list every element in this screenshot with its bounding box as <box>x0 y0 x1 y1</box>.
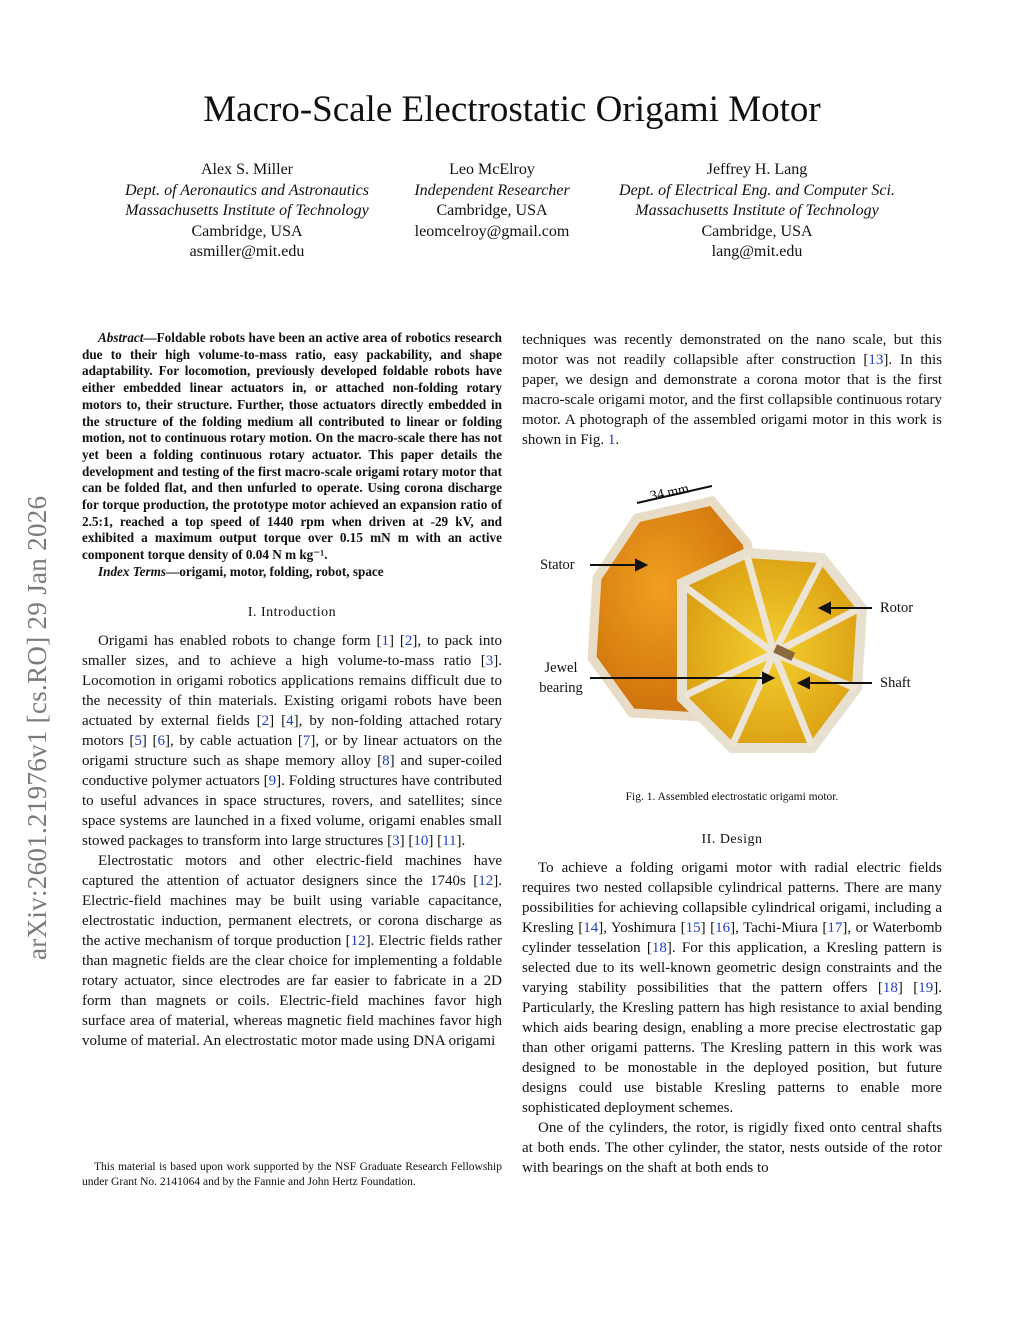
author-email: asmiller@mit.edu <box>189 243 305 260</box>
figure-link[interactable]: 1 <box>607 432 616 448</box>
label-jewel-bearing: Jewel bearing <box>539 660 583 696</box>
author-affiliation: Dept. of Electrical Eng. and Computer Sci. <box>619 181 895 199</box>
paragraph: techniques was recently demonstrated on the nano scale, but this motor was not readily collapsible after construction [13]. In this paper, we design and demonstrate a corona motor that is the first macro-scale origami motor, and the first collapsible continuous rotary motor. A photograph of the assembled origami motor in this work is shown in Fig. 1. <box>522 332 943 448</box>
author-1 <box>92 160 402 263</box>
author-3 <box>597 160 917 263</box>
citation-link[interactable]: 12 <box>478 872 494 889</box>
citation-link[interactable]: 4 <box>286 712 294 729</box>
author-email: leomcelroy@gmail.com <box>414 222 570 240</box>
author-2 <box>392 160 592 242</box>
citation-link[interactable]: 10 <box>413 832 429 849</box>
citation-link[interactable]: 2 <box>261 712 270 729</box>
author-city: Cambridge, USA <box>191 222 303 240</box>
section-heading-introduction: I. Introduction <box>247 604 337 620</box>
citation-link[interactable]: 18 <box>651 940 667 956</box>
figure-1 <box>522 468 942 803</box>
citation-link[interactable]: 13 <box>868 352 884 368</box>
citation-link[interactable]: 2 <box>404 632 413 649</box>
citation-link[interactable]: 8 <box>382 752 390 769</box>
motor-photo <box>522 468 942 768</box>
citation-link[interactable]: 6 <box>157 732 165 749</box>
index-terms-text: —origami, motor, folding, robot, space <box>166 563 384 579</box>
citation-link[interactable]: 3 <box>392 832 400 849</box>
citation-link[interactable]: 15 <box>685 920 701 936</box>
author-name: Leo McElroy <box>449 161 535 178</box>
section-heading-design: II. Design <box>701 832 763 847</box>
scale-label: 34 mm <box>648 481 691 505</box>
author-institution: Massachusetts Institute of Technology <box>635 202 879 219</box>
author-name: Jeffrey H. Lang <box>706 161 808 178</box>
index-terms <box>82 564 502 581</box>
paragraph: One of the cylinders, the rotor, is rigidly fixed onto central shafts at both ends. The other cylinder, the stator, nests outside of the rotor with bearings on the shaft at both ends to <box>522 1120 942 1176</box>
right-column <box>522 330 942 1178</box>
author-affiliation: Independent Researcher <box>414 181 570 199</box>
citation-link[interactable]: 7 <box>302 732 311 749</box>
citation-link[interactable]: 19 <box>918 980 934 996</box>
author-affiliation: Dept. of Aeronautics and Astronautics <box>125 181 369 199</box>
citation-link[interactable]: 11 <box>442 832 457 849</box>
citation-link[interactable]: 12 <box>350 932 366 949</box>
figure-caption: Fig. 1. Assembled electrostatic origami motor. <box>625 791 839 803</box>
abstract-text: —Foldable robots have been an active area of robotics research due to their high volume-to-mass ratio, easy packability, and shape adaptability. For locomotion, previously developed foldable robots have either embedded linear actuators in, or attached non-folding rotary motors to, their structure. Further, those actuators directly embedded in the structure of the folding medium all contributed to linear or folding motion, not to continuous rotary motion. On the macro-scale there has not yet been a folding continuous rotary actuator. This paper details the development and testing of the first macro-scale origami rotary motor that can be folded flat, and then unfurled to operate. Using corona discharge for torque production, the prototype motor achieved an expansion ratio of 2.5:1, reached a top speed of 1440 rpm when driven at -29 kV, and exhibited a maximum output torque over 0.15 mN m with an active component torque density of 0.04 N m kg⁻¹. <box>82 330 502 563</box>
citation-link[interactable]: 1 <box>381 632 389 649</box>
arxiv-stamp: arXiv:2601.21976v1 [cs.RO] 29 Jan 2026 <box>22 495 52 960</box>
author-city: Cambridge, USA <box>701 222 813 240</box>
paragraph: Electrostatic motors and other electric-field machines have captured the attention of actuator designers since the 1740s [12]. Electric-field machines may be built using variable capacitance, electrostatic induction, permanent electrets, or corona discharge as the active mechanism of torque production [12]. Electric fields rather than magnetic fields are the clear choice for implementing a foldable rotary actuator, since electrodes are far easier to fabricate in a 2D form than magnets or coils. Electric-field machines favor high surface area of material, whereas magnetic field machines favor high volume of material. An electrostatic motor made using DNA origami <box>82 852 502 1049</box>
author-email: lang@mit.edu <box>711 243 803 260</box>
citation-link[interactable]: 3 <box>485 652 494 669</box>
citation-link[interactable]: 9 <box>268 772 277 789</box>
paragraph: To achieve a folding origami motor with radial electric fields requires two nested collapsible cylindrical patterns. There are many possibilities for achieving collapsible cylindrical origami, including a Kresling [14], Yoshimura [15] [16], Tachi-Miura [17], or Waterbomb cylinder tesselation [18]. For this application, a Kresling pattern is selected due to its well-known geometric design constraints and the varying stability possibilities that the pattern offers [18] [19]. Particularly, the Kresling pattern has high resistance to axial bending which aids bearing design, enabling a more precise electrostatic gap than other origami patterns. The Kresling pattern in this work was designed to be monostable in the deployed position, but future designs could use bistable Kresling patterns to enable more sophisticated deployment schemes. <box>522 860 943 1116</box>
author-city: Cambridge, USA <box>436 202 548 219</box>
abstract <box>82 330 502 564</box>
citation-link[interactable]: 5 <box>134 732 142 749</box>
left-column <box>82 330 502 1051</box>
label-stator: Stator <box>540 557 575 573</box>
citation-link[interactable]: 18 <box>882 980 898 996</box>
abstract-label: Abstract <box>98 330 144 345</box>
author-name: Alex S. Miller <box>201 161 293 178</box>
label-rotor: Rotor <box>880 600 914 616</box>
paper-title: Macro-Scale Electrostatic Origami Motor <box>203 89 821 130</box>
citation-link[interactable]: 16 <box>715 920 731 936</box>
label-shaft: Shaft <box>880 675 911 691</box>
footnote: This material is based upon work supported by the NSF Graduate Research Fellowship under Grant No. 2141064 and by the Fannie and John Hertz Foundation. <box>82 1161 502 1188</box>
paragraph: Origami has enabled robots to change form [1] [2], to pack into smaller sizes, and to achieve a high volume-to-mass ratio [3]. Locomotion in origami robotics applications remains difficult due to the necessity of thin materials. Existing origami robots have been actuated by external fields [2] [4], by non-folding attached rotary motors [5] [6], by cable actuation [7], or by linear actuators on the origami structure such as shape memory alloy [8] and super-coiled conductive polymer actuators [9]. Folding structures have contributed to useful advances in space structures, rovers, and satellites; since space systems are launched in a fixed volume, origami enables small stowed packages to transform into large structures [3] [10] [11]. <box>82 632 503 849</box>
citation-link[interactable]: 17 <box>827 920 843 936</box>
citation-link[interactable]: 14 <box>583 920 599 936</box>
index-terms-label: Index Terms <box>98 563 167 579</box>
author-institution: Massachusetts Institute of Technology <box>125 202 369 219</box>
